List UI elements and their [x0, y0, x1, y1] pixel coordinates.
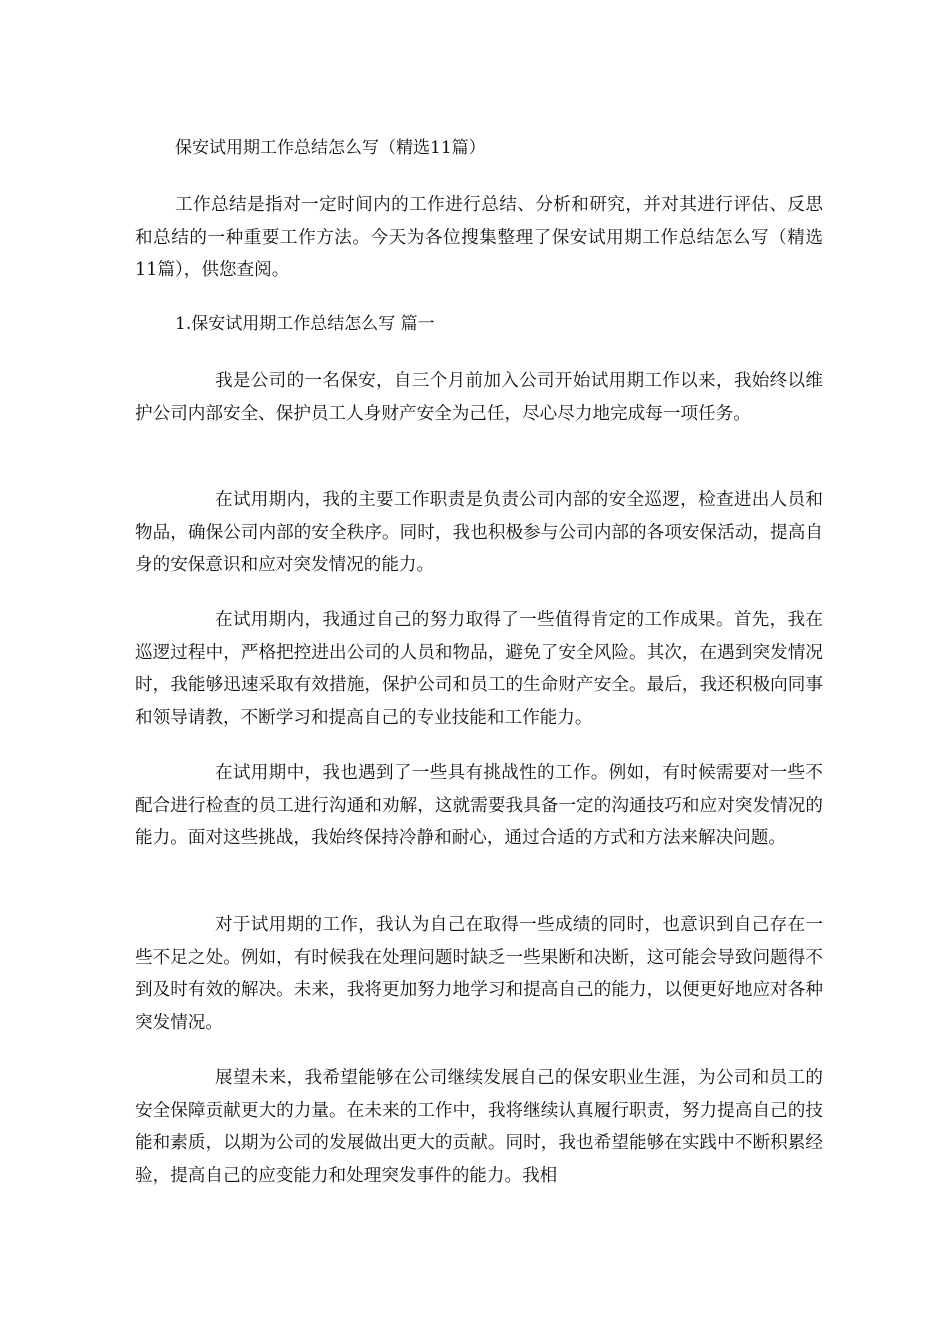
document-title: 保安试用期工作总结怎么写（精选11篇） [175, 138, 486, 158]
body-paragraph-4: 在试用期中，我也遇到了一些具有挑战性的工作。例如，有时候需要对一些不配合进行检查的员工进行沟通和劝解，这就需要我具备一定的沟通技巧和应对突发情况的能力。面对这些挑战，我始终保持冷静和耐心，通过合适的方式和方法来解决问题。 [135, 763, 823, 848]
section-heading: 1.保安试用期工作总结怎么写 篇一 [175, 314, 435, 334]
body-paragraph-3: 在试用期内，我通过自己的努力取得了一些值得肯定的工作成果。首先，我在巡逻过程中，严格把控进出公司的人员和物品，避免了安全风险。其次，在遇到突发情况时，我能够迅速采取有效措施，保护公司和员工的生命财产安全。最后，我还积极向同事和领导请教，不断学习和提高自己的专业技能和工作能力。 [135, 610, 823, 728]
body-paragraph-1: 我是公司的一名保安，自三个月前加入公司开始试用期工作以来，我始终以维护公司内部安全、保护员工人身财产安全为己任，尽心尽力地完成每一项任务。 [135, 371, 823, 424]
body-paragraph-6: 展望未来，我希望能够在公司继续发展自己的保安职业生涯，为公司和员工的安全保障贡献更大的力量。在未来的工作中，我将继续认真履行职责，努力提高自己的技能和素质，以期为公司的发展做出更大的贡献。同时，我也希望能够在实践中不断积累经验，提高自己的应变能力和处理突发事件的能力。我相 [135, 1068, 823, 1186]
intro-paragraph: 工作总结是指对一定时间内的工作进行总结、分析和研究，并对其进行评估、反思和总结的一种重要工作方法。今天为各位搜集整理了保安试用期工作总结怎么写（精选11篇），供您查阅。 [135, 195, 823, 280]
body-paragraph-2: 在试用期内，我的主要工作职责是负责公司内部的安全巡逻，检查进出人员和物品，确保公司内部的安全秩序。同时，我也积极参与公司内部的各项安保活动，提高自身的安保意识和应对突发情况的能力。 [135, 490, 823, 575]
body-paragraph-5: 对于试用期的工作，我认为自己在取得一些成绩的同时，也意识到自己存在一些不足之处。例如，有时候我在处理问题时缺乏一些果断和决断，这可能会导致问题得不到及时有效的解决。未来，我将更加努力地学习和提高自己的能力，以便更好地应对各种突发情况。 [135, 915, 823, 1033]
